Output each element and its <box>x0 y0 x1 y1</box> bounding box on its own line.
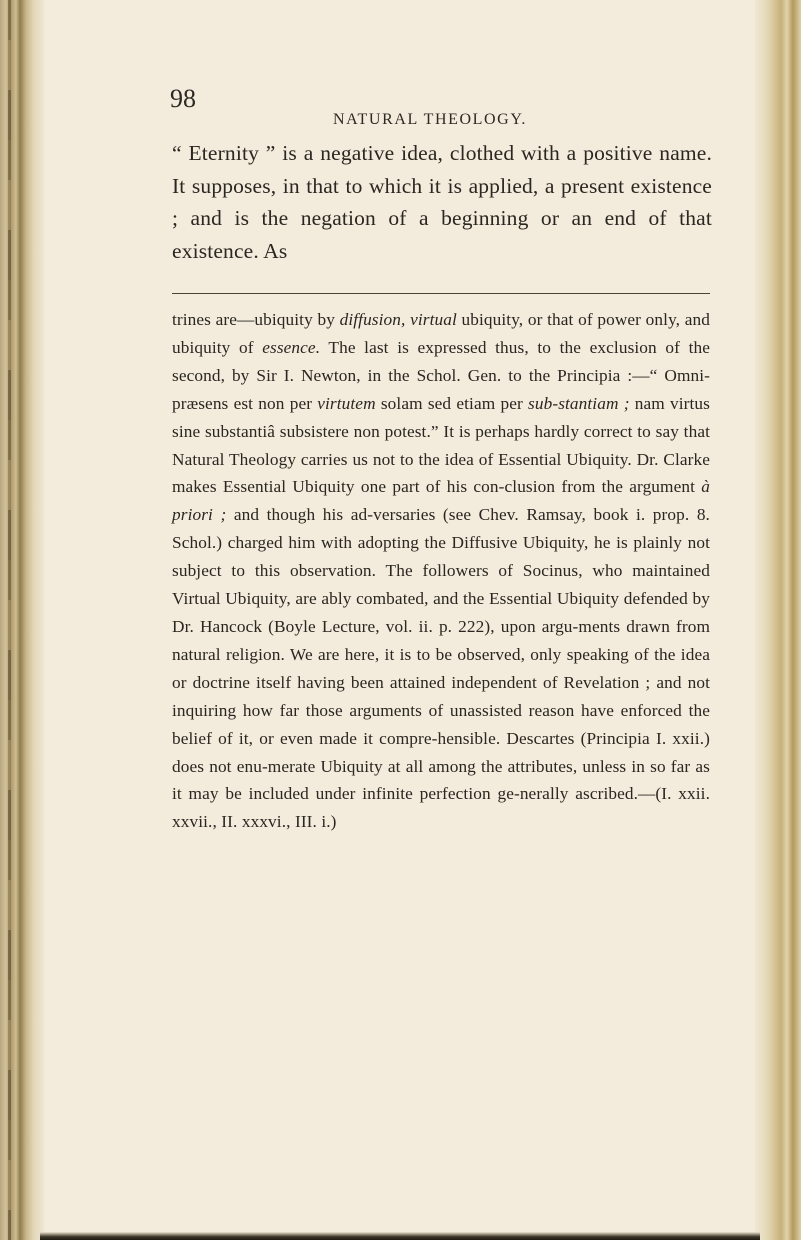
footnote-text: The last is expressed thus, to the exclusion of the second, by Sir I. Newton, in the Schol. Gen. to the Principia :—“ Omni-præsens est non per <box>172 337 711 413</box>
page-bottom-edge <box>40 1232 760 1240</box>
footnote-italic: diffusion, virtual <box>339 310 457 329</box>
footnote-paragraph <box>172 306 710 836</box>
footnote-text: trines are—ubiquity by <box>172 310 340 329</box>
footnote-text: nam virtus sine substantiâ subsistere non potest.” It is perhaps hardly correct to say that Natural Theology carries us not to the idea of Essential Ubiquity. Dr. Clarke makes Essential Ubiquity one part of his con-clusion from the argument <box>172 393 710 497</box>
footnote-text: ubiquity, or that of power only, and ubiquity of <box>172 310 711 357</box>
main-text <box>172 137 712 267</box>
page-number: 98 <box>170 84 196 113</box>
footnote-text: solam sed etiam per <box>375 393 529 413</box>
footnote-text: and though his ad-versaries (see Chev. Ramsay, book i. prop. 8. Schol.) charged him with adopting the Diffusive Ubiquity, he is plainly not subject to this observation. The followers of Socinus, who maintained Virtual Ubiquity, are ably combated, and the Essential Ubiquity defended by Dr. Hancock (Boyle Lecture, vol. ii. p. 222), upon argu-ments drawn from natural religion. We are here, it is to be observed, only speaking of the idea or doctrine itself having been attained independent of Revelation ; and not inquiring how far those arguments of unassisted reason have enforced the belief of it, or even made it compre-hensible. Descartes (Principia I. xxii.) does not enu-merate Ubiquity at all among the attributes, unless in so far as it may be included under infinite perfection ge-nerally ascribed.—(I. xxii. xxvii., II. xxxvi., III. i.) <box>172 505 710 832</box>
running-head: NATURAL THEOLOGY. <box>333 111 528 128</box>
footnote-italic: sub-stantiam ; <box>528 393 630 413</box>
page-binding-edge <box>0 0 44 1240</box>
page-fore-edge <box>755 0 801 1240</box>
footnote-italic: essence. <box>262 337 321 357</box>
footnote <box>172 306 710 836</box>
footnote-italic: virtutem <box>317 393 376 413</box>
footnote-italic: à priori ; <box>172 477 710 525</box>
footnote-rule <box>172 293 710 294</box>
body-paragraph: “ Eternity ” is a negative idea, clothed with a positive name. It supposes, in that to which it is applied, a present existence ; and is the negation of a beginning or an end of that existence. As <box>172 141 712 263</box>
